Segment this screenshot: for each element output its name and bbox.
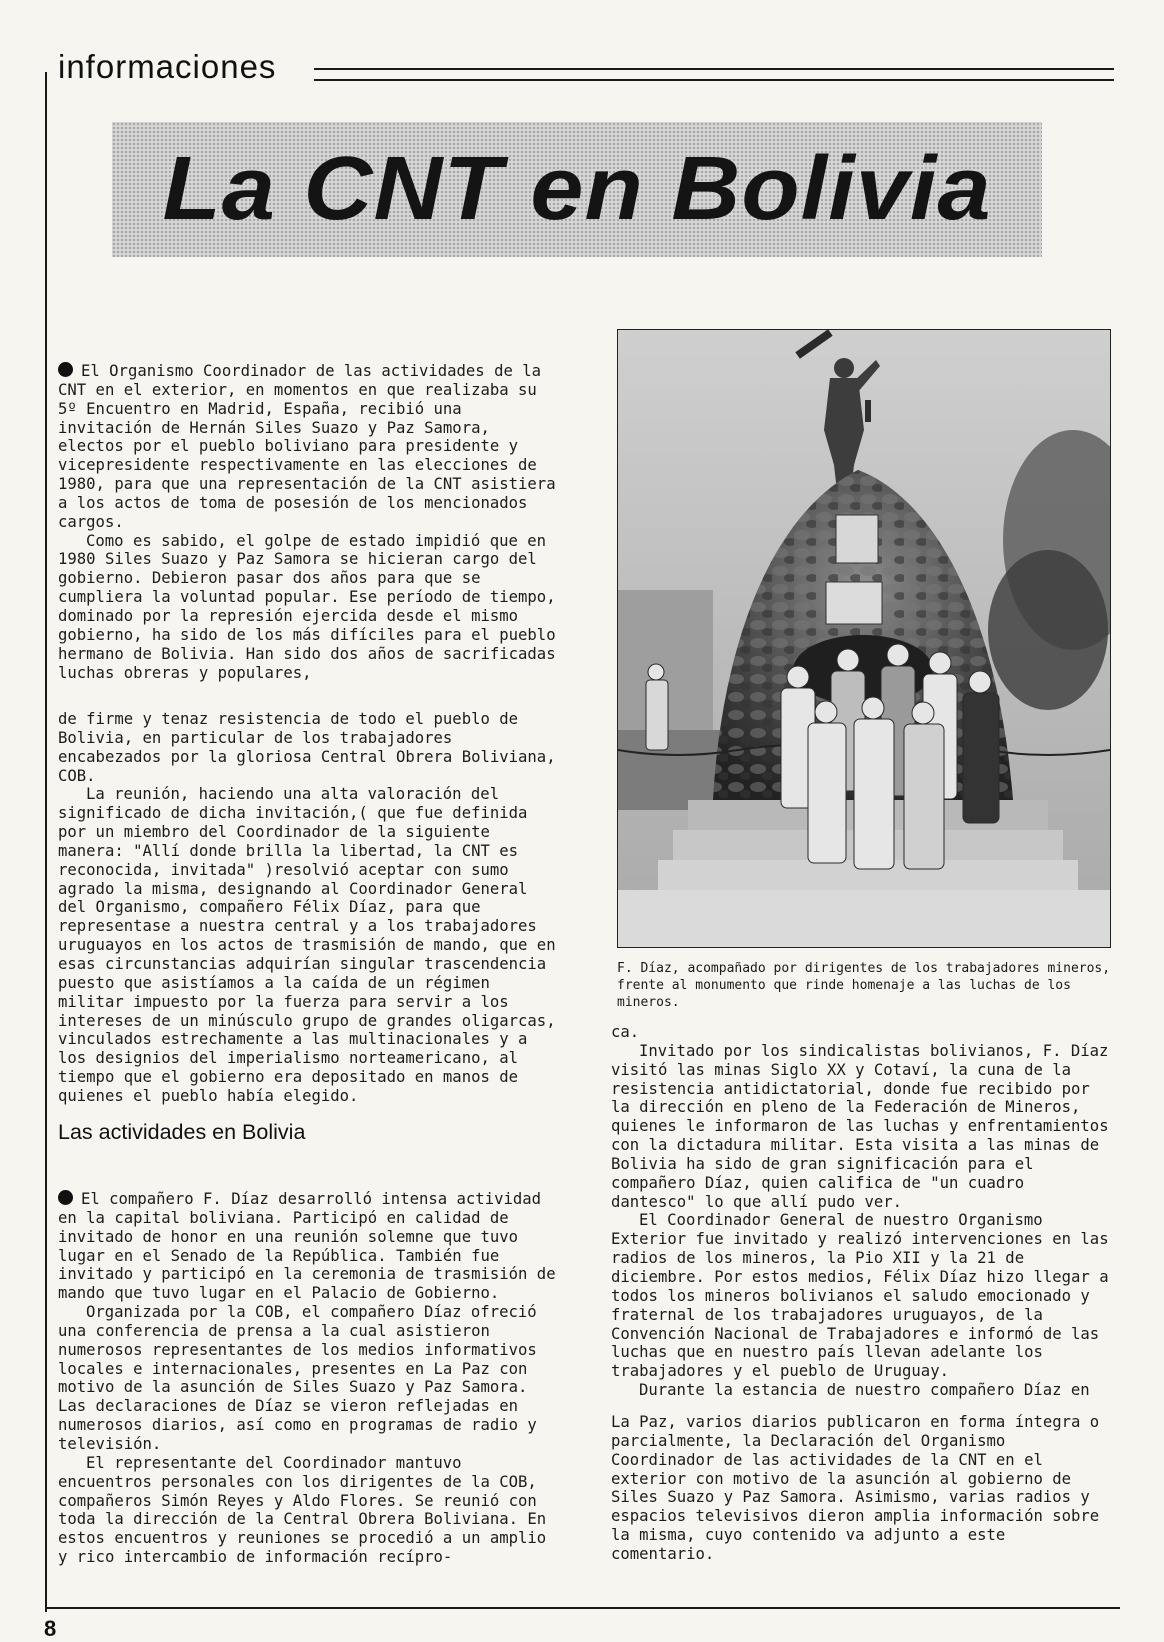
left-column-block-2 [58,710,558,1106]
paragraph: La Paz, varios diarios publicaron en forma íntegra o parcialmente, la Declaración del Organismo Coordinador de las actividades de la CNT en el exterior con motivo de la asunción al gobierno de Siles Suazo y Paz Samora. Asimismo, varias radios y espacios televisivos dieron amplia información sobre la misma, cuyo contenido va adjunto a este comentario. [611,1413,1100,1563]
paragraph: El representante del Coordinador mantuvo encuentros personales con los dirigentes de la COB, compañeros Simón Reyes y Aldo Flores. Se reunió con toda la dirección de la Central Obrera Boliviana. En estos encuentros y reuniones se procedió a un amplio y rico intercambio de información recípro- [58,1453,547,1567]
right-column-block-1 [611,1023,1111,1400]
paragraph: Invitado por los sindicalistas bolivianos, F. Díaz visitó las minas Siglo XX y Cotaví, la cuna de la resistencia antidictatorial, donde fue recibido por la dirección en pleno de la Federación de Mineros, quienes le informaron de las luchas y enfrentamientos con la dictadura militar. Esta visita a las minas de Bolivia ha sido de gran significación para el compañero Díaz, quien califica de "un cuadro dantesco" lo que allí pudo ver. [611,1041,1109,1211]
paragraph: Organizada por la COB, el compañero Díaz ofreció una conferencia de prensa a la cual asistieron numerosos representantes de los medios informativos locales e internacionales, presentes en La Paz con motivo de la asunción de Siles Suazo y Paz Samora. Las declaraciones de Díaz se vieron reflejadas en numerosos diarios, así como en programas de radio y televisión. [58,1303,537,1453]
paragraph: El compañero F. Díaz desarrolló intensa actividad en la capital boliviana. Participó en calidad de invitado de honor en una reunión solemne que tuvo lugar en el Senado de la República. También fue invitado y participó en la ceremonia de trasmisión de mando que tuvo lugar en el Palacio de Gobierno. [58,1190,556,1303]
left-column-block-3 [58,1190,558,1567]
paragraph: de firme y tenaz resistencia de todo el pueblo de Bolivia, en particular de los trabajadores encabezados por la gloriosa Central Obrera Boliviana, COB. [58,710,556,785]
paragraph: La reunión, haciendo una alta valoración del significado de dicha invitación,( que fue definida por un miembro del Coordinador de la siguiente manera: "Allí donde brilla la libertad, la CNT es reconocida, invitada" )resolvió aceptar con sumo agrado la misma, designando al Coordinador General del Organismo, compañero Félix Díaz, para que representase a nuestra central y a los trabajadores uruguayos en los actos de trasmisión de mando, que en esas circunstancias adquirían singular trascendencia puesto que asistíamos a la caída de un régimen militar impuesto por la fuerza para servir a los intereses de un minúsculo grupo de grandes oligarcas, vinculados estrechamente a las multinacionales y a los designios del imperialismo norteamericano, al tiempo que el gobierno era depositado en manos de quienes el pueblo había elegido. [58,785,556,1105]
section-header-rule [314,68,1114,81]
section-subheading: Las actividades en Bolivia [58,1120,306,1144]
photo-caption: F. Díaz, acompañado por dirigentes de los trabajadores mineros, frente al monumento que rinde homenaje a las luchas de los mineros. [617,961,1111,1010]
title-banner [112,122,1042,257]
left-column-block-1 [58,362,558,682]
paragraph: El Coordinador General de nuestro Organismo Exterior fue invitado y realizó intervenciones en las radios de los mineros, la Pio XII y la 21 de diciembre. Por estos medios, Félix Díaz hizo llegar a todos los mineros bolivianos el saludo emocionado y fraternal de los trabajadores uruguayos, de la Convención Nacional de Trabajadores e informó de las luchas que en nuestro país llevan adelante los trabajadores y el pueblo de Uruguay. [611,1211,1109,1381]
bottom-rule [45,1607,1120,1609]
monument-photo-illustration [618,330,1110,947]
bullet-icon [58,362,73,377]
page-number: 8 [44,1616,57,1641]
bullet-icon [58,1190,73,1205]
left-margin-rule [45,72,47,1612]
right-column-block-2 [611,1413,1111,1564]
paragraph: Como es sabido, el golpe de estado impidió que en 1980 Siles Suazo y Paz Samora se hicieran cargo del gobierno. Debieron pasar dos años para que se cumpliera la voluntad popular. Ese período de tiempo, dominado por la represión ejercida desde el mismo gobierno, ha sido de los más difíciles para el pueblo hermano de Bolivia. Han sido dos años de sacrificadas luchas obreras y populares, [58,531,556,682]
paragraph: Durante la estancia de nuestro compañero Díaz en [639,1381,1090,1400]
paragraph: El Organismo Coordinador de las actividades de la CNT en el exterior, en momentos en que realizaba su 5º Encuentro en Madrid, España, recibió una invitación de Hernán Siles Suazo y Paz Samora, electos por el pueblo boliviano para presidente y vicepresidente respectivamente en las elecciones de 1980, para que una representación de la CNT asistiera a los actos de toma de posesión de los mencionados cargos. [58,362,556,531]
section-label: informaciones [58,48,277,85]
article-title: La CNT en Bolivia [162,139,992,239]
monument-photo [617,329,1111,948]
paragraph: ca. [611,1023,640,1041]
